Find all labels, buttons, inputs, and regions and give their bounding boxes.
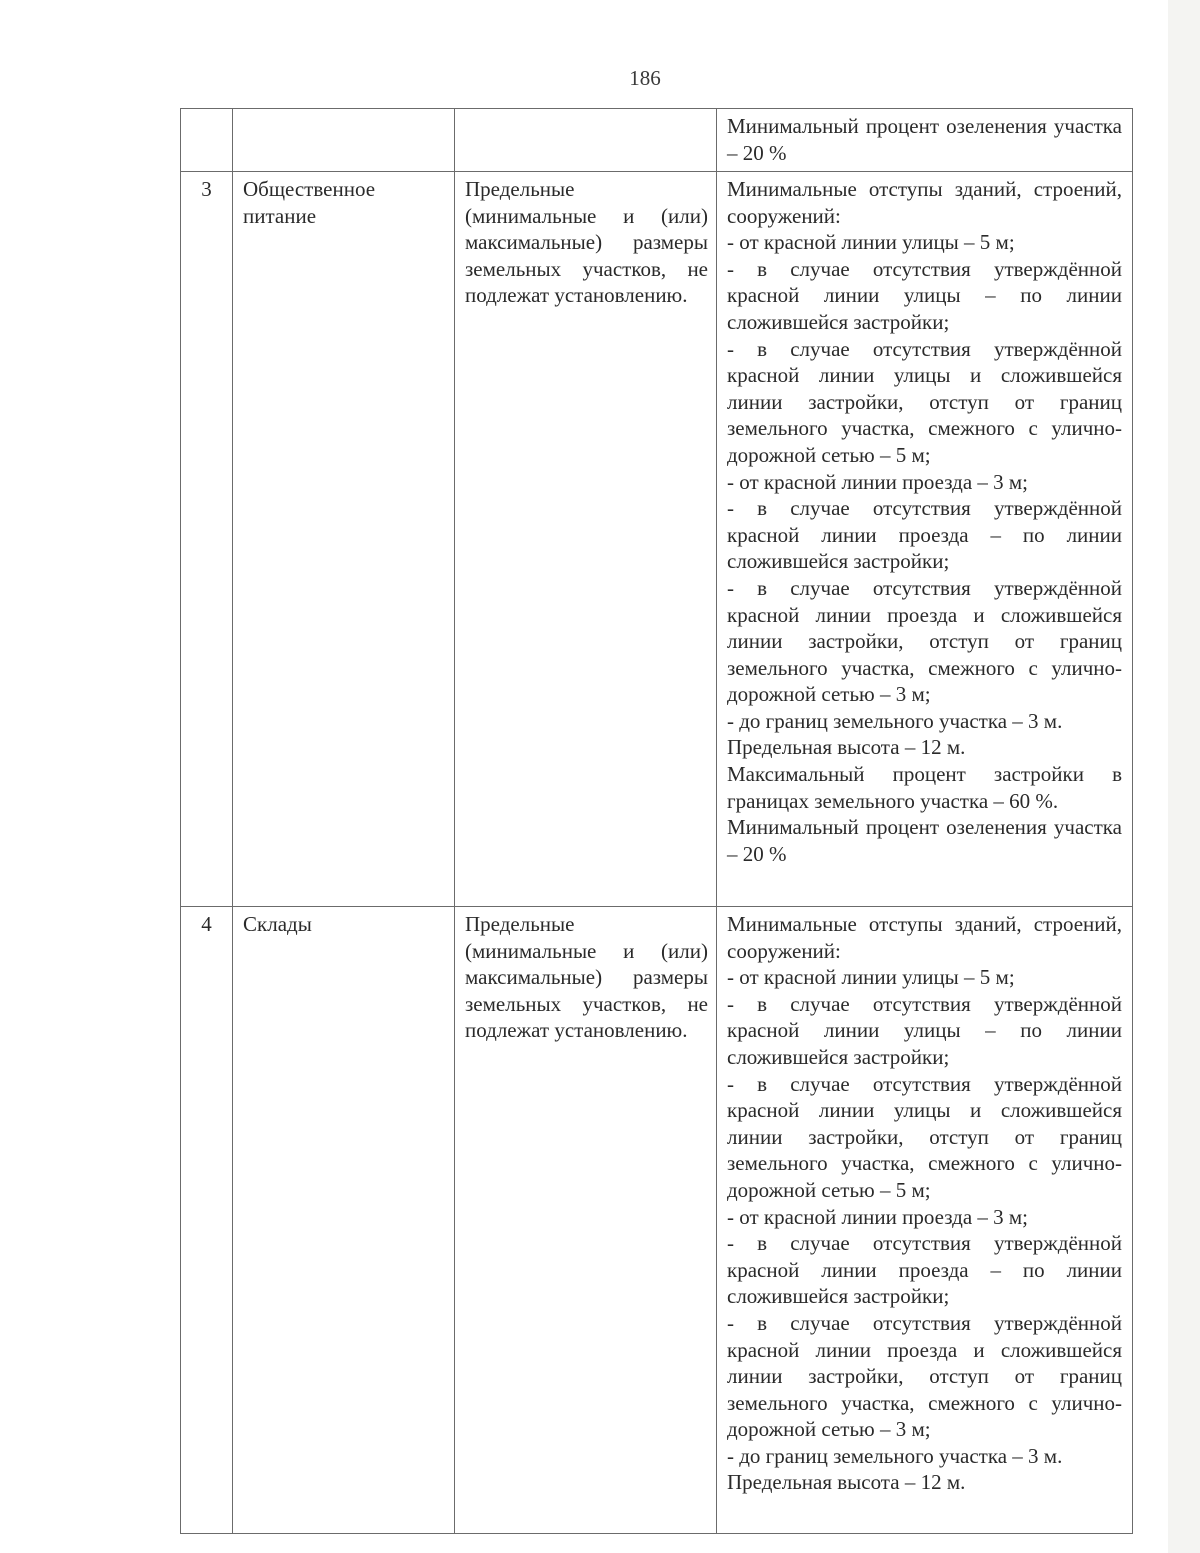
parameter-line: Предельная высота – 12 м. xyxy=(727,1470,966,1495)
parameter-line: - в случае отсутствия утверждённой красной линии проезда и сложившейся линии застройки, отступ от границ земельного участка, смежного с улично-дорожной сетью – 3 м; xyxy=(727,1310,1122,1442)
parameter-line: - от красной линии улицы – 5 м; xyxy=(727,230,1015,255)
parameter-line: Минимальный процент озеленения участка – 20 % xyxy=(727,815,1122,866)
parameter-line: Минимальный процент озеленения участка – 20 % xyxy=(727,114,1122,165)
parameter-line: - от красной линии проезда – 3 м; xyxy=(727,469,1029,494)
table-row xyxy=(181,907,1133,1534)
parameter-line: - от красной линии улицы – 5 м; xyxy=(727,965,1015,990)
parameter-line: - в случае отсутствия утверждённой красной линии проезда – по линии сложившейся застройки; xyxy=(727,1231,1122,1309)
use-name-cell xyxy=(233,109,455,172)
parameter-line: - в случае отсутствия утверждённой красной линии проезда – по линии сложившейся застройки; xyxy=(727,496,1122,574)
row-number-cell: 3 xyxy=(181,172,233,907)
use-name-cell: Общественное питание xyxy=(233,172,455,907)
parameters-cell xyxy=(717,172,1133,907)
parameter-line: - в случае отсутствия утверждённой красной линии улицы и сложившейся линии застройки, отступ от границ земельного участка, смежного с улично-дорожной сетью – 5 м; xyxy=(727,1071,1122,1202)
parameters-cell xyxy=(717,907,1133,1534)
parameter-line: - до границ земельного участка – 3 м. xyxy=(727,1443,1063,1468)
parameter-line: Минимальные отступы зданий, строений, сооружений: xyxy=(727,177,1122,228)
plot-size-cell xyxy=(455,109,717,172)
parameter-line: Предельная высота – 12 м. xyxy=(727,735,966,760)
parameters-cell xyxy=(717,109,1133,172)
row-number-cell: 4 xyxy=(181,907,233,1534)
regulations-table xyxy=(180,108,1133,1534)
parameter-line: - в случае отсутствия утверждённой красной линии улицы – по линии сложившейся застройки; xyxy=(727,991,1122,1069)
parameter-line: - до границ земельного участка – 3 м. xyxy=(727,708,1063,733)
parameter-line: - в случае отсутствия утверждённой красной линии улицы – по линии сложившейся застройки; xyxy=(727,256,1122,334)
row-number-cell xyxy=(181,109,233,172)
plot-size-cell: Предельные (минимальные и (или) максимальные) размеры земельных участков, не подлежат установлению. xyxy=(455,907,717,1534)
parameter-line: Минимальные отступы зданий, строений, сооружений: xyxy=(727,912,1122,963)
use-name-cell: Склады xyxy=(233,907,455,1534)
parameter-line: - в случае отсутствия утверждённой красной линии улицы и сложившейся линии застройки, отступ от границ земельного участка, смежного с улично-дорожной сетью – 5 м; xyxy=(727,336,1122,467)
page-number: 186 xyxy=(629,66,661,90)
table-row xyxy=(181,172,1133,907)
parameter-line: - в случае отсутствия утверждённой красной линии проезда и сложившейся линии застройки, отступ от границ земельного участка, смежного с улично-дорожной сетью – 3 м; xyxy=(727,575,1122,707)
plot-size-cell: Предельные (минимальные и (или) максимальные) размеры земельных участков, не подлежат установлению. xyxy=(455,172,717,907)
table-row-continuation xyxy=(181,109,1133,172)
parameter-line: - от красной линии проезда – 3 м; xyxy=(727,1204,1029,1229)
parameter-line: Максимальный процент застройки в границах земельного участка – 60 %. xyxy=(727,762,1122,813)
